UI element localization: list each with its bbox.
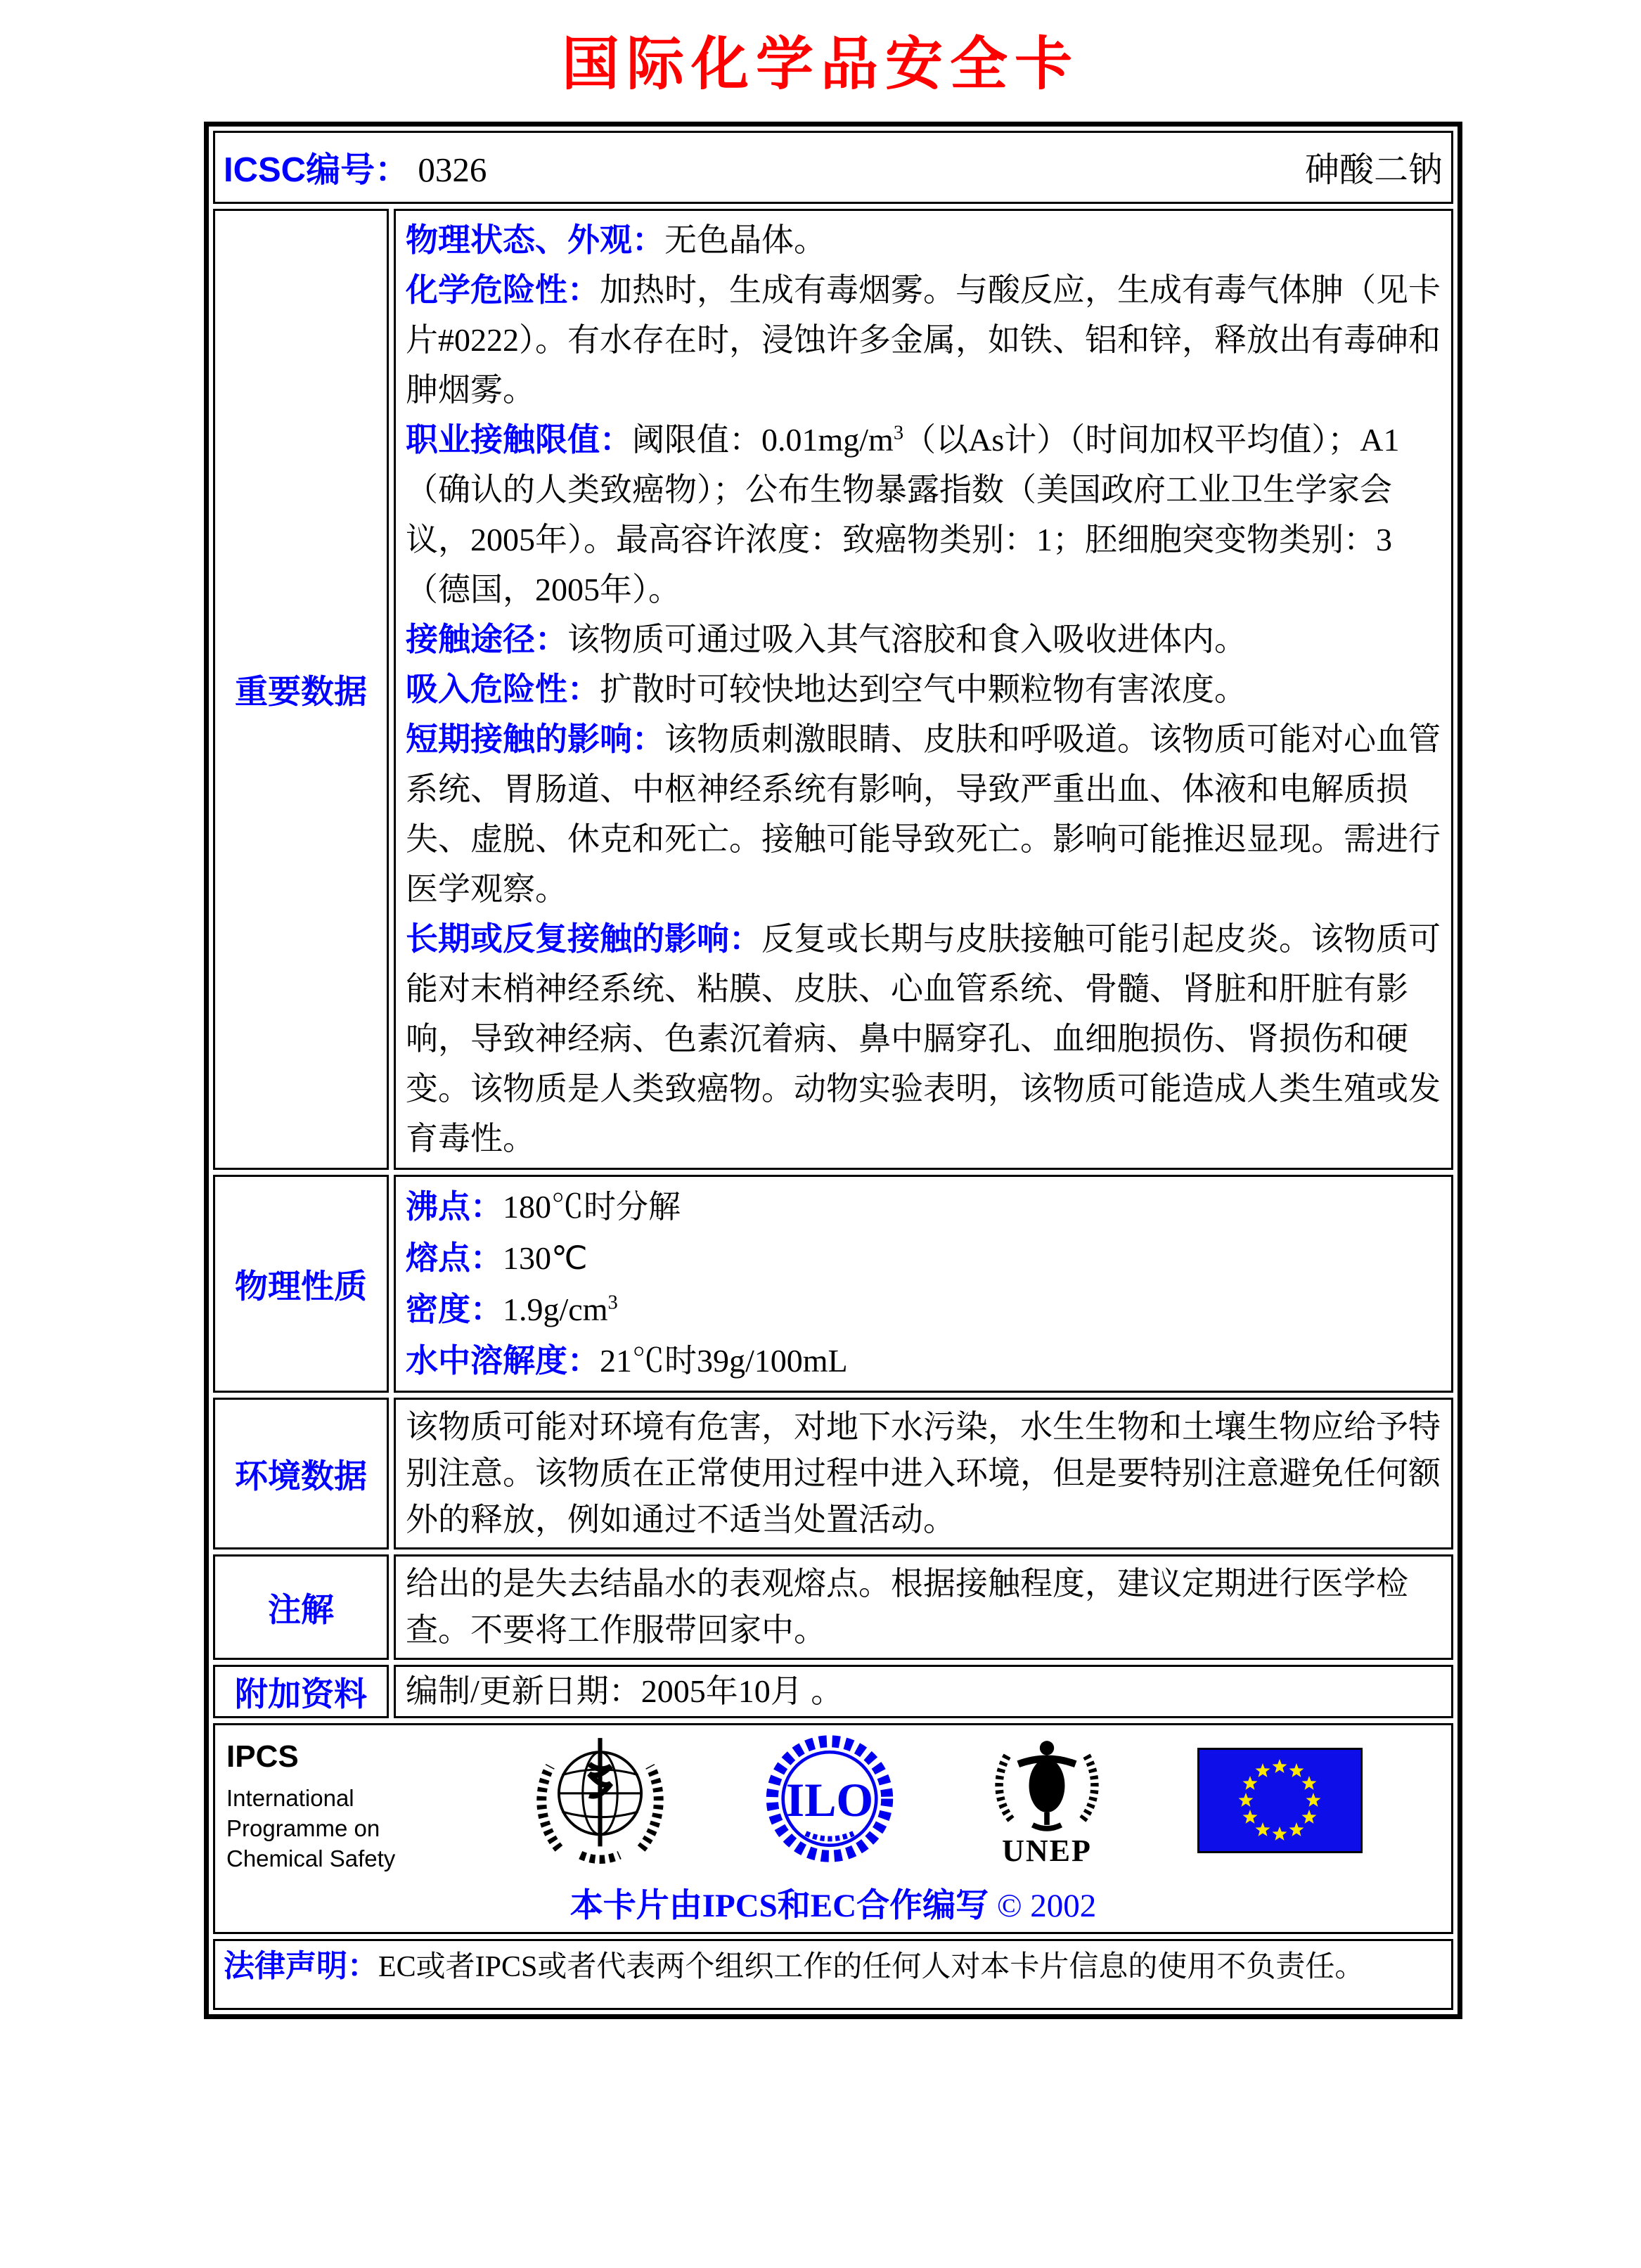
eu-flag-icon <box>1197 1748 1363 1853</box>
field-text: 1.9g/cm <box>503 1291 608 1327</box>
solubility-line <box>406 1335 1441 1386</box>
chemical-dangers-paragraph <box>406 265 1441 415</box>
section-label-notes: 注解 <box>213 1554 389 1660</box>
logos-row <box>213 1723 1453 1934</box>
unep-logo <box>991 1734 1103 1832</box>
logos-cell <box>213 1723 1453 1934</box>
additional-info-row <box>213 1665 1453 1718</box>
ipcs-text-block <box>226 1734 437 1874</box>
ipcs-line-1: International <box>226 1785 354 1811</box>
superscript: 3 <box>893 422 904 444</box>
copyright-text: © 2002 <box>996 1888 1097 1924</box>
field-text: 该物质刺激眼睛、皮肤和呼吸道。该物质可能对心血管系统、胃肠道、中枢神经系统有影响，导致严重出血、体液和电解质损失、虚脱、休克和死亡。接触可能导致死亡。影响可能推迟显现。需进行医学观察。 <box>406 721 1441 907</box>
important-data-row <box>213 209 1453 1170</box>
svg-text:ILO: ILO <box>785 1774 874 1827</box>
icsc-number-value: 0326 <box>418 150 487 189</box>
boiling-point-line <box>406 1181 1441 1232</box>
ipcs-line-3: Chemical Safety <box>226 1845 396 1871</box>
physical-properties-row <box>213 1175 1453 1393</box>
field-label: 密度： <box>406 1291 503 1327</box>
page-title: 国际化学品安全卡 <box>561 32 1079 96</box>
credit-line <box>226 1879 1440 1926</box>
ipcs-line-2: Programme on <box>226 1815 380 1841</box>
superscript: 3 <box>607 1291 618 1314</box>
occupational-exposure-paragraph <box>406 415 1441 614</box>
environmental-data-row <box>213 1398 1453 1549</box>
inhalation-risk-paragraph <box>406 664 1441 714</box>
credit-text: 本卡片由IPCS和EC合作编写 <box>569 1888 989 1924</box>
field-label: 吸入危险性： <box>406 671 600 707</box>
section-label-environmental-data: 环境数据 <box>213 1398 389 1549</box>
field-text: 反复或长期与皮肤接触可能引起皮炎。该物质可能对末梢神经系统、粘膜、皮肤、心血管系统、骨髓、肾脏和肝脏有影响，导致神经病、色素沉着病、鼻中膈穿孔、血细胞损伤、肾损伤和硬变。该物质是人类致癌物。动物实验表明，该物质可能造成人类生殖或发育毒性。 <box>406 921 1441 1156</box>
icsc-number-label: ICSC编号： <box>224 151 410 189</box>
section-label-additional-info: 附加资料 <box>213 1665 389 1718</box>
physical-state-paragraph <box>406 215 1441 265</box>
additional-info-content: 编制/更新日期：2005年10月 。 <box>394 1665 1453 1718</box>
ipcs-title: IPCS <box>226 1739 299 1774</box>
field-label: 长期或反复接触的影响： <box>406 920 761 957</box>
unep-logo-block <box>991 1734 1103 1867</box>
icsc-card-page <box>0 18 1641 2019</box>
field-text: 21℃时39g/100mL <box>600 1343 848 1379</box>
legal-row <box>213 1939 1453 2010</box>
short-term-effects-paragraph <box>406 714 1441 914</box>
field-label: 化学危险性： <box>406 271 600 308</box>
chemical-name: 砷酸二钠 <box>1304 150 1443 189</box>
field-label: 短期接触的影响： <box>406 721 664 757</box>
density-line <box>406 1284 1441 1335</box>
long-term-effects-paragraph <box>406 914 1441 1164</box>
field-text: 无色晶体。 <box>664 222 826 258</box>
legal-text: EC或者IPCS或者代表两个组织工作的任何人对本卡片信息的使用不负责任。 <box>378 1951 1365 1983</box>
eu-flag-block <box>1197 1734 1363 1857</box>
field-text: （以As计）（时间加权平均值）；A1（确认的人类致癌物）；公布生物暴露指数（美国政府工业卫生学家会议，2005年）。最高容许浓度：致癌物类别：1；胚细胞突变物类别：3（德国，2005年）。 <box>406 422 1400 607</box>
field-label: 物理状态、外观： <box>406 221 664 258</box>
field-text: 阈限值：0.01mg/m <box>632 422 894 458</box>
physical-properties-content <box>394 1175 1453 1393</box>
logo-strip <box>226 1734 1440 1874</box>
legal-label: 法律声明： <box>224 1949 378 1983</box>
field-text: 加热时，生成有毒烟雾。与酸反应，生成有毒气体胂（见卡片#0222）。有水存在时，浸蚀许多金属，如铁、铝和锌，释放出有毒砷和胂烟雾。 <box>406 272 1441 408</box>
exposure-routes-paragraph <box>406 614 1441 664</box>
icsc-card-table <box>204 122 1462 2019</box>
header-row <box>213 131 1453 204</box>
ilo-logo <box>763 1734 896 1864</box>
who-logo <box>532 1734 669 1864</box>
notes-content: 给出的是失去结晶水的表观熔点。根据接触程度，建议定期进行医学检查。不要将工作服带回家中。 <box>394 1554 1453 1660</box>
section-label-important-data: 重要数据 <box>213 209 389 1170</box>
field-text: 130℃ <box>503 1240 588 1276</box>
important-data-content <box>394 209 1453 1170</box>
legal-cell <box>213 1939 1453 2010</box>
field-label: 职业接触限值： <box>406 421 632 458</box>
environmental-data-content: 该物质可能对环境有危害，对地下水污染，水生生物和土壤生物应给予特别注意。该物质在正常使用过程中进入环境，但是要特别注意避免任何额外的释放，例如通过不适当处置活动。 <box>394 1398 1453 1549</box>
header-cell <box>213 131 1453 204</box>
unep-label: UNEP <box>1002 1834 1092 1868</box>
icsc-number <box>224 143 487 192</box>
field-label: 接触途径： <box>406 621 567 657</box>
field-text: 扩散时可较快地达到空气中颗粒物有害浓度。 <box>600 671 1247 707</box>
field-label: 水中溶解度： <box>406 1342 600 1379</box>
field-text: 该物质可通过吸入其气溶胶和食入吸收进体内。 <box>567 621 1247 657</box>
melting-point-line <box>406 1232 1441 1284</box>
field-text: 180℃时分解 <box>503 1189 681 1225</box>
section-label-physical-properties: 物理性质 <box>213 1175 389 1393</box>
field-label: 熔点： <box>406 1239 503 1276</box>
notes-row <box>213 1554 1453 1660</box>
field-label: 沸点： <box>406 1188 503 1225</box>
